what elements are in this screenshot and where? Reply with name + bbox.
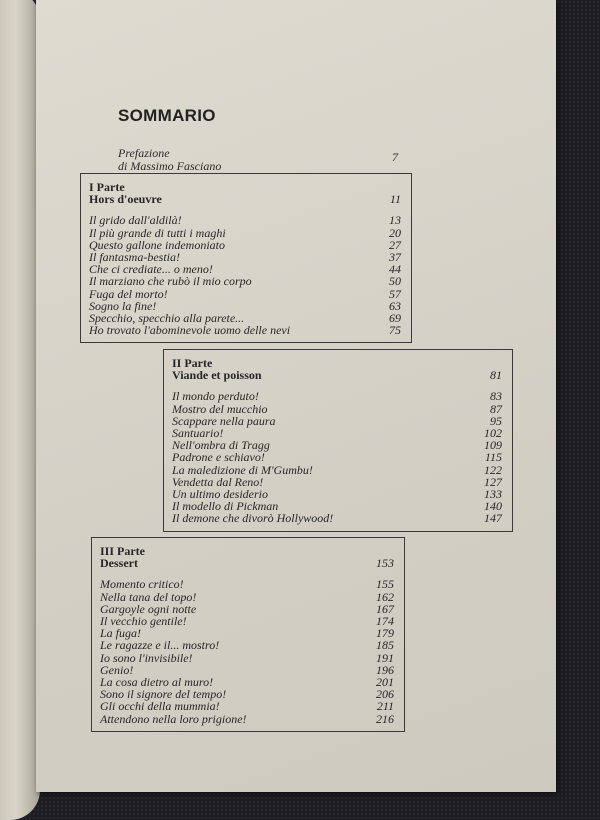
part-page: 153	[376, 556, 394, 571]
part-label: II Parte	[172, 356, 213, 370]
entry-page: 140	[484, 499, 502, 514]
entry-page: 102	[484, 426, 502, 441]
toc-entry	[172, 390, 502, 402]
preface-entry	[118, 147, 398, 173]
entry-page: 27	[389, 237, 401, 252]
entry-page: 13	[389, 213, 401, 228]
entry-title: Specchio, specchio alla parete...	[89, 311, 245, 326]
entry-page: 37	[389, 250, 401, 265]
toc-entry	[89, 324, 401, 336]
preface-author: di Massimo Fasciano	[118, 159, 222, 173]
entry-page: 167	[376, 601, 394, 616]
toc-entry	[100, 652, 394, 664]
entry-page: 115	[484, 450, 502, 465]
entry-page: 87	[490, 401, 502, 416]
entry-page: 50	[389, 274, 401, 289]
entry-title: Il grido dall'aldilà!	[89, 213, 182, 228]
part-label: III Parte	[100, 544, 145, 558]
entry-title: Scappare nella paura	[172, 413, 276, 428]
part-heading	[172, 369, 502, 381]
part-label: I Parte	[89, 180, 125, 194]
toc-entry	[172, 403, 502, 415]
preface-label: Prefazione	[118, 146, 170, 160]
entry-title: Le ragazze e il... mostro!	[100, 638, 220, 653]
toc-entry	[100, 615, 394, 627]
entry-title: Il demone che divorò Hollywood!	[172, 511, 334, 526]
entry-title: Gli occhi della mummia!	[100, 699, 220, 714]
toc-entry	[89, 227, 401, 239]
entry-title: Sono il signore del tempo!	[100, 687, 227, 702]
entry-title: Il vecchio gentile!	[100, 614, 187, 629]
entry-page: 147	[484, 511, 502, 526]
entry-page: 185	[376, 638, 394, 653]
entry-title: Il più grande di tutti i maghi	[89, 225, 226, 240]
entry-page: 44	[389, 262, 401, 277]
entry-page: 206	[376, 687, 394, 702]
entry-page: 83	[490, 389, 502, 404]
entry-page: 127	[484, 474, 502, 489]
entry-page: 122	[484, 462, 502, 477]
entry-title: Che ci crediate... o meno!	[89, 262, 213, 277]
toc-entry	[100, 591, 394, 603]
entry-page: 63	[389, 298, 401, 313]
entry-page: 95	[490, 413, 502, 428]
entry-page: 216	[376, 711, 394, 726]
toc-entry	[89, 288, 401, 300]
entry-page: 109	[484, 438, 502, 453]
entry-page: 211	[376, 699, 394, 714]
entry-page: 133	[484, 487, 502, 502]
entry-title: Momento critico!	[100, 577, 184, 592]
entry-page: 69	[389, 311, 401, 326]
entry-title: Fuga del morto!	[89, 286, 168, 301]
entry-title: Il marziano che rubò il mio corpo	[89, 274, 252, 289]
part-page: 11	[389, 192, 401, 207]
entry-title: Il fantasma-bestia!	[89, 250, 180, 265]
entry-title: Attendono nella loro prigione!	[100, 711, 247, 726]
entry-title: Io sono l'invisibile!	[100, 650, 193, 665]
entry-page: 201	[376, 675, 394, 690]
entry-title: Sogno la fine!	[89, 298, 157, 313]
entry-title: Gargoyle ogni notte	[100, 601, 197, 616]
part-heading	[89, 193, 401, 205]
entry-title: Nell'ombra di Tragg	[172, 438, 270, 453]
entry-title: Genio!	[100, 662, 134, 677]
entry-title: Santuario!	[172, 426, 224, 441]
entry-page: 196	[376, 662, 394, 677]
part-name: Dessert	[100, 556, 138, 571]
entry-title: Il modello di Pickman	[172, 499, 279, 514]
entry-page: 174	[376, 614, 394, 629]
toc-entry	[100, 700, 394, 712]
part-2-box	[163, 349, 513, 532]
entry-title: Mostro del mucchio	[172, 401, 268, 416]
entry-title: Padrone e schiavo!	[172, 450, 265, 465]
left-page-edge	[0, 0, 40, 820]
entry-title: Un ultimo desiderio	[172, 487, 268, 502]
entry-title: Il mondo perduto!	[172, 389, 259, 404]
preface-page: 7	[392, 150, 398, 164]
part-heading	[100, 557, 394, 569]
entry-title: Questo gallone indemoniato	[89, 237, 225, 252]
entry-page: 162	[376, 589, 394, 604]
entry-page: 20	[389, 225, 401, 240]
entry-page: 57	[389, 286, 401, 301]
entry-page: 191	[376, 650, 394, 665]
entry-title: Vendetta dal Reno!	[172, 474, 264, 489]
entry-title: La fuga!	[100, 626, 142, 641]
toc-entry	[100, 578, 394, 590]
toc-entry	[172, 464, 502, 476]
entry-page: 179	[376, 626, 394, 641]
toc-entry	[172, 512, 502, 524]
page-title: SOMMARIO	[118, 106, 216, 125]
toc-entry	[172, 451, 502, 463]
part-1-box	[80, 173, 412, 343]
entry-title: La cosa dietro al muro!	[100, 675, 214, 690]
entry-title: Ho trovato l'abominevole uomo delle nevi	[89, 323, 291, 338]
toc-entry	[100, 639, 394, 651]
entry-page: 75	[389, 323, 401, 338]
toc-entry	[89, 275, 401, 287]
part-name: Hors d'oeuvre	[89, 192, 162, 207]
part-3-box	[91, 537, 405, 732]
part-page: 81	[490, 368, 502, 383]
toc-entry	[89, 214, 401, 226]
part-name: Viande et poisson	[172, 368, 262, 383]
entry-page: 155	[376, 577, 394, 592]
toc-entry	[100, 713, 394, 725]
entry-title: Nella tana del topo!	[100, 589, 197, 604]
entry-title: La maledizione di M'Gumbu!	[172, 462, 313, 477]
